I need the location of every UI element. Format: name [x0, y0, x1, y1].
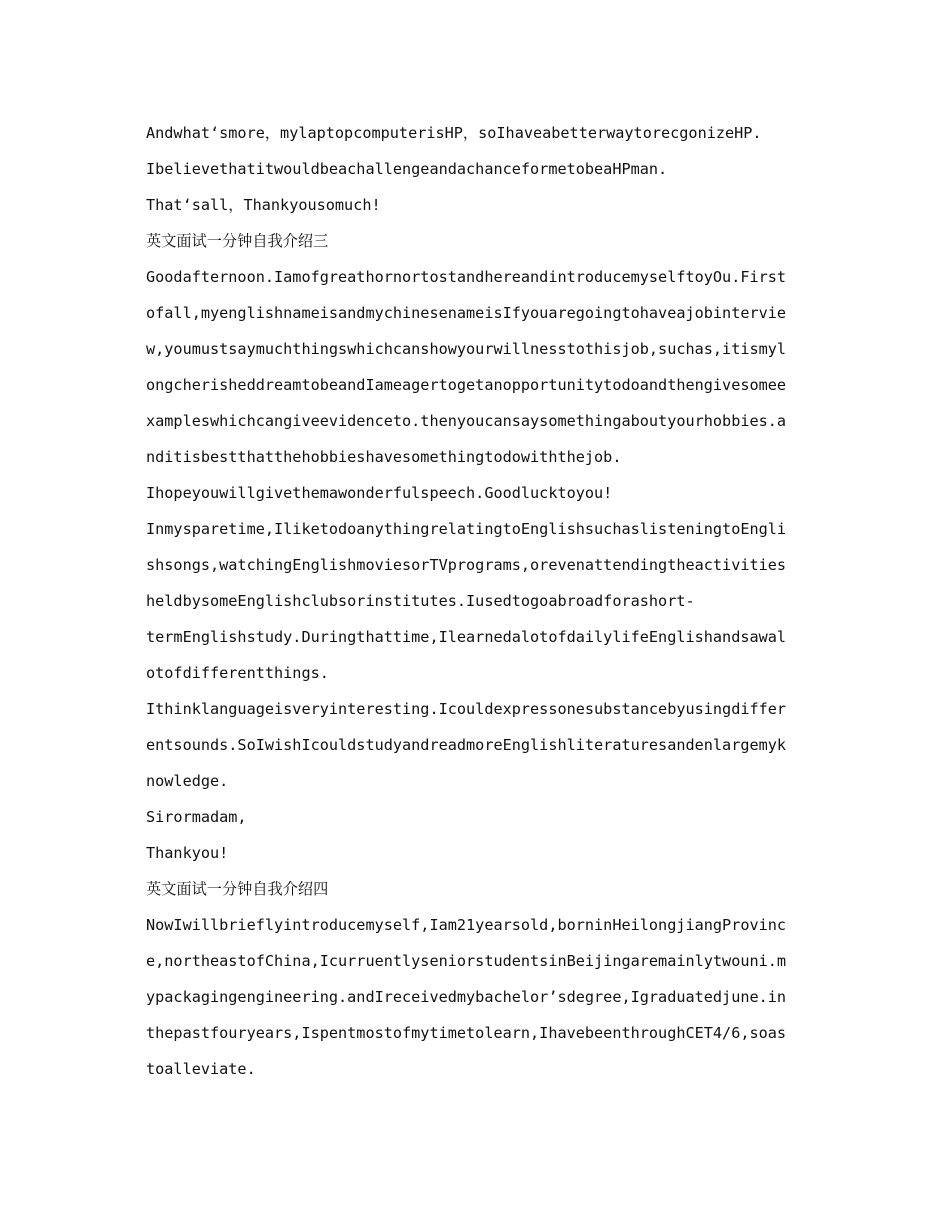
text-line: IbelievethatitwouldbeachallengeandachanceformetobeaHPman. — [146, 160, 668, 178]
text-line: toalleviate. — [146, 1060, 256, 1078]
section-heading: 英文面试一分钟自我介绍三 — [146, 232, 329, 250]
text-line: thepastfouryears,Ispentmostofmytimetolearn,IhavebeenthroughCET4/6,soas — [146, 1024, 787, 1042]
text-line: xampleswhichcangiveevidenceto.thenyoucansaysomethingaboutyourhobbies.a — [146, 412, 787, 430]
text-line: shsongs,watchingEnglishmoviesorTVprograms,orevenattendingtheactivities — [146, 556, 787, 574]
document-body — [146, 115, 806, 1087]
text-line: termEnglishstudy.Duringthattime,IlearnedalotofdailylifeEnglishandsawal — [146, 628, 787, 646]
text-line: heldbysomeEnglishclubsorinstitutes.Iusedtogoabroadforashort- — [146, 592, 695, 610]
text-line: otofdifferentthings. — [146, 664, 329, 682]
text-line: NowIwillbrieflyintroducemyself,Iam21yearsold,borninHeilongjiangProvinc — [146, 916, 787, 934]
text-line: entsounds.SoIwishIcouldstudyandreadmoreEnglishliteraturesandenlargemyk — [146, 736, 787, 754]
text-line: nditisbestthatthehobbieshavesomethingtodowiththejob. — [146, 448, 622, 466]
text-line: ofall,myenglishnameisandmychinesenameisIfyouaregoingtohaveajobintervie — [146, 304, 787, 322]
text-line: e,northeastofChina,IcurruentlyseniorstudentsinBeijingaremainlytwouni.m — [146, 952, 787, 970]
text-line: ongcherisheddreamtobeandIameagertogetanopportunitytodoandthengivesomee — [146, 376, 787, 394]
text-line: Sirormadam, — [146, 808, 247, 826]
section-heading: 英文面试一分钟自我介绍四 — [146, 880, 329, 898]
text-line: Ihopeyouwillgivethemawonderfulspeech.Goodlucktoyou! — [146, 484, 613, 502]
text-line: Goodafternoon.IamofgreathornortostandhereandintroducemyselftoyOu.First — [146, 268, 787, 286]
text-line: w,youmustsaymuchthingswhichcanshowyourwillnesstothisjob,suchas,itismyl — [146, 340, 787, 358]
text-line: nowledge. — [146, 772, 229, 790]
text-line: That‘sall，Thankyousomuch! — [146, 196, 381, 214]
text-line: Inmysparetime,IliketodoanythingrelatingtoEnglishsuchaslisteningtoEngli — [146, 520, 787, 538]
text-line: Andwhat‘smore，mylaptopcomputerisHP，soIhaveabetterwaytorecgonizeHP. — [146, 124, 762, 142]
text-line: Ithinklanguageisveryinteresting.Icouldexpressonesubstancebyusingdiffer — [146, 700, 787, 718]
text-line: ypackagingengineering.andIreceivedmybachelor’sdegree,Igraduatedjune.in — [146, 988, 787, 1006]
text-line: Thankyou! — [146, 844, 229, 862]
